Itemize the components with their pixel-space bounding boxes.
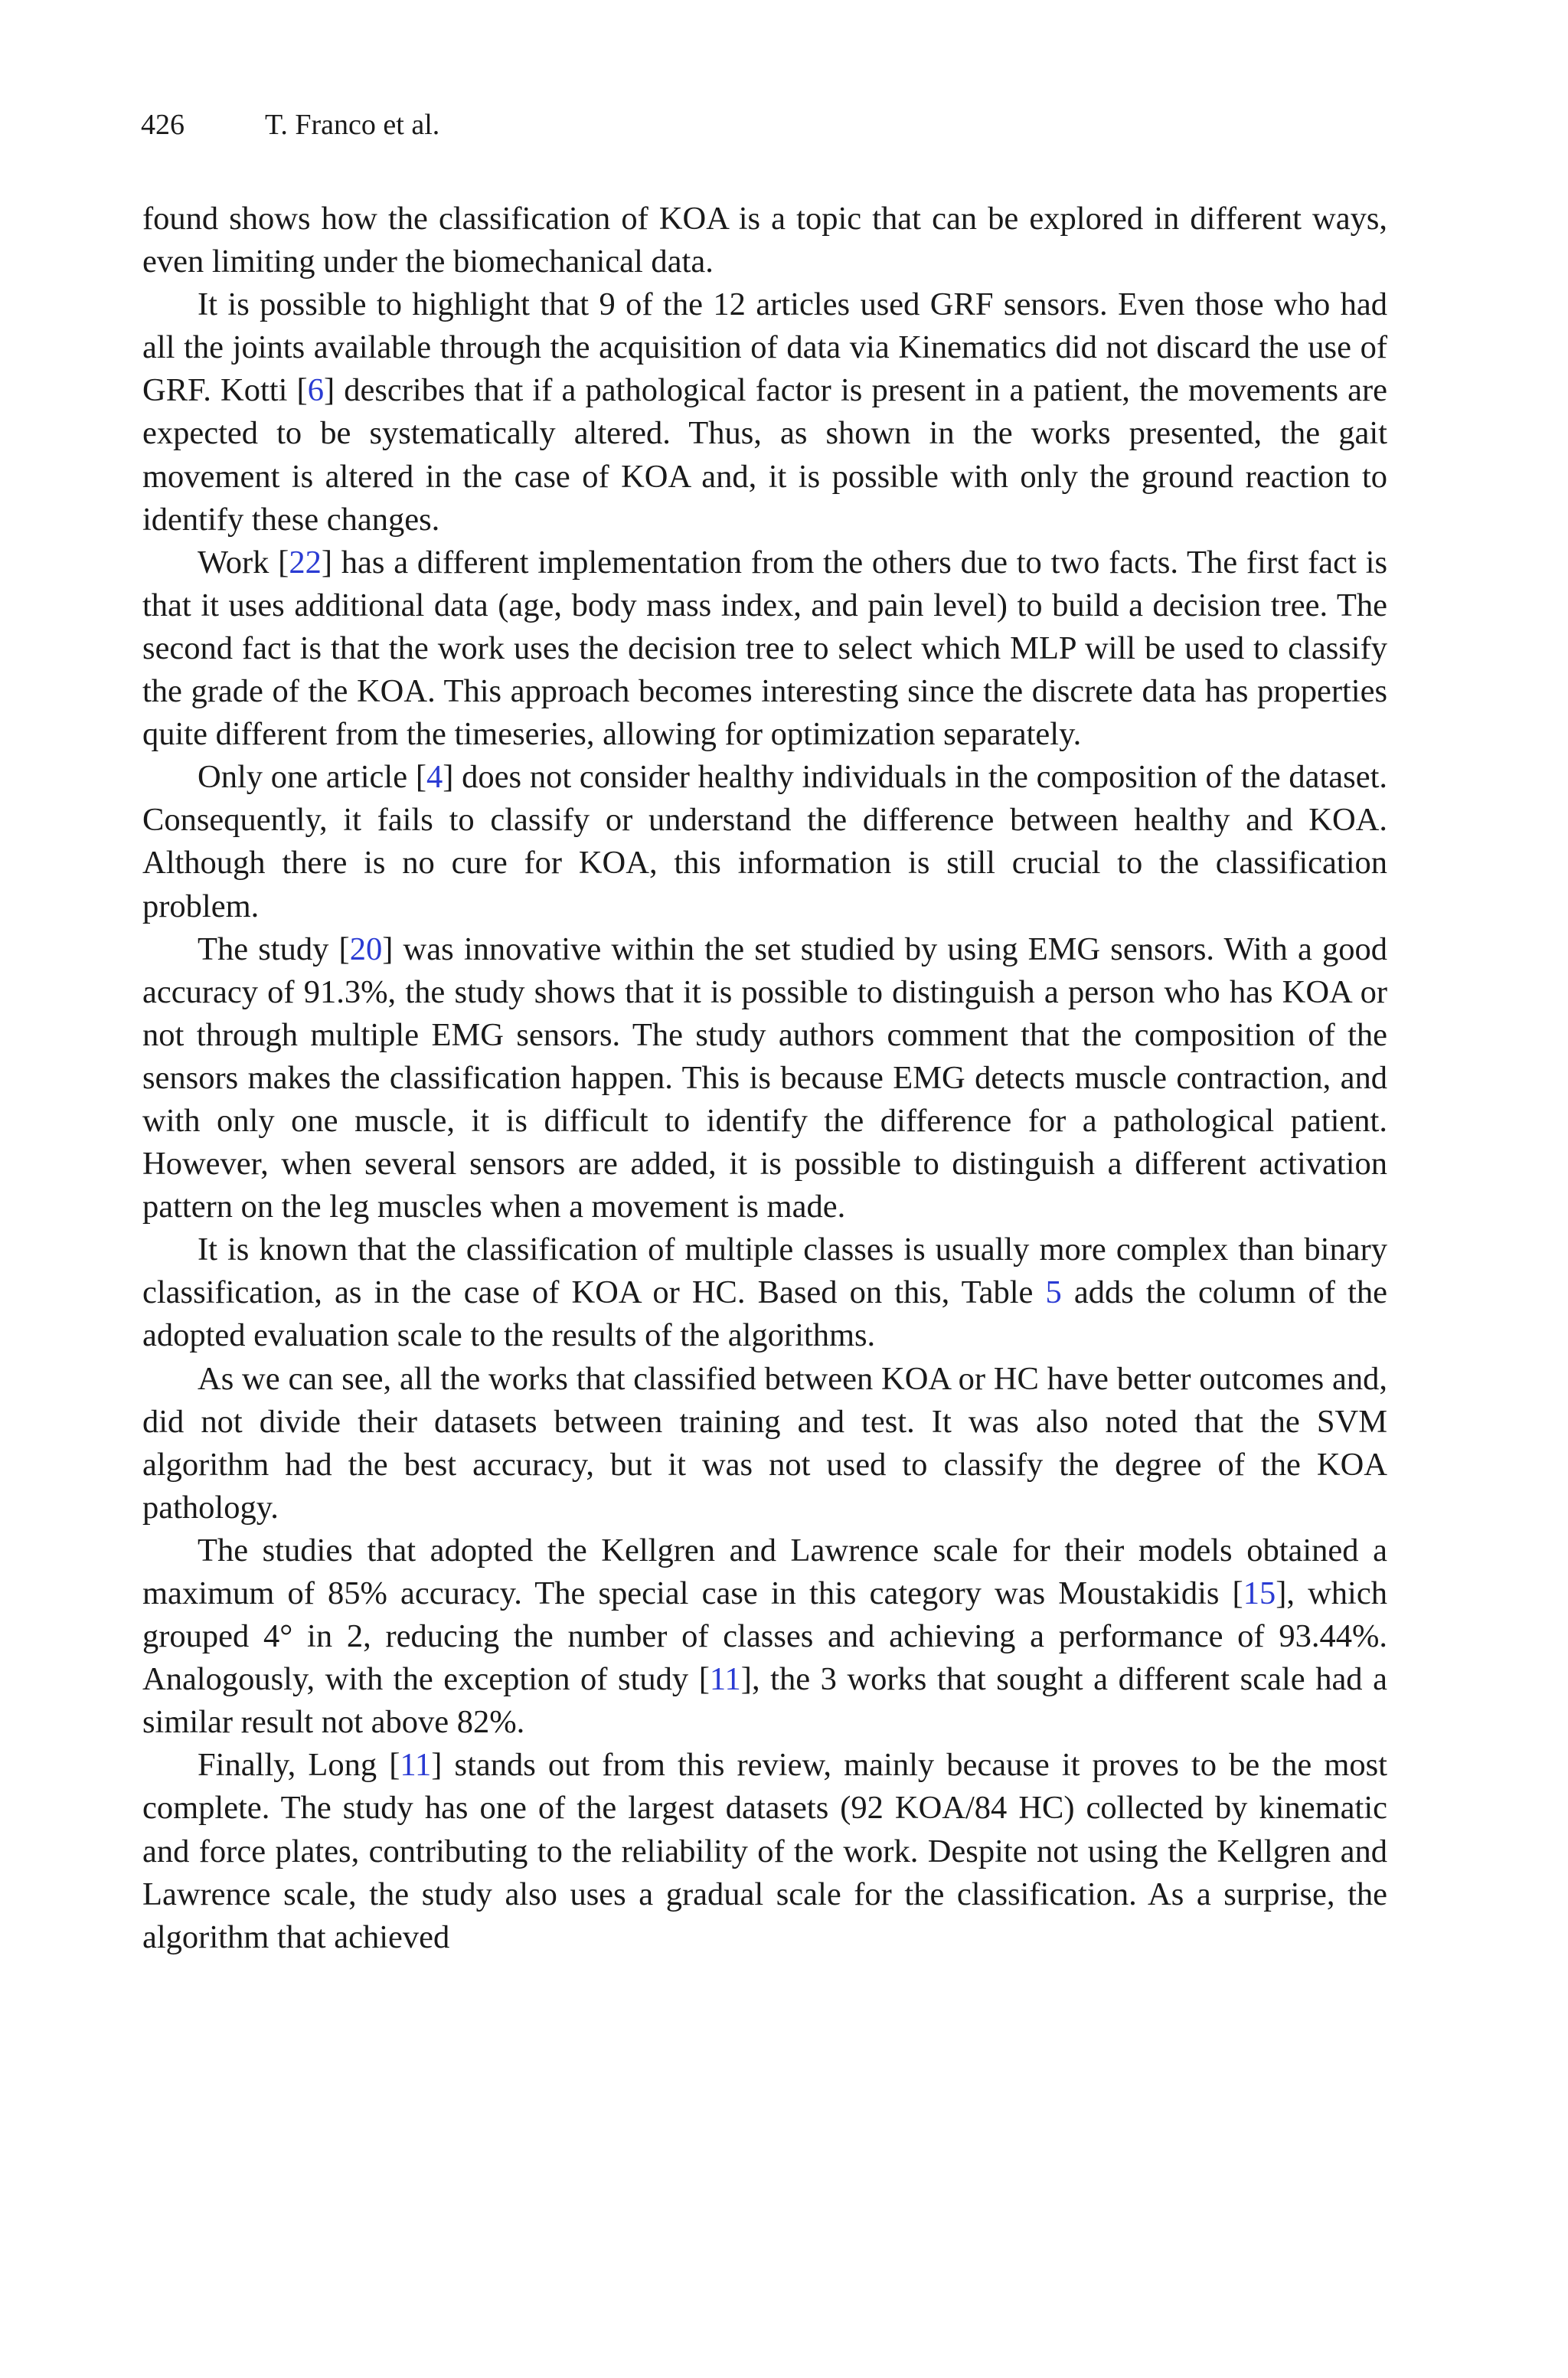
paragraph bbox=[142, 756, 1387, 927]
paragraph-text: As we can see, all the works that classified between KOA or HC have better outcomes and, did not divide their datasets between training and test. It was also noted that the SVM algorithm had the best accuracy, but it was not used to classify the degree of the KOA pathology. bbox=[142, 1360, 1387, 1526]
paragraph-text: The study [ bbox=[198, 931, 350, 967]
table-reference-link[interactable]: 5 bbox=[1045, 1274, 1062, 1311]
paragraph-text: found shows how the classification of KOA is a topic that can be explored in different ways, even limiting under the biomechanical data. bbox=[142, 201, 1387, 280]
running-head bbox=[141, 106, 439, 144]
paragraph-text: The studies that adopted the Kellgren and Lawrence scale for their models obtained a maximum of 85% accuracy. The special case in this category was Moustakidis [ bbox=[142, 1532, 1387, 1611]
body-text bbox=[142, 198, 1387, 1959]
citation-link[interactable]: 20 bbox=[349, 931, 383, 967]
paragraph bbox=[142, 1358, 1387, 1529]
citation-link[interactable]: 11 bbox=[709, 1661, 741, 1698]
paragraph-text: It is known that the classification of multiple classes is usually more complex than binary classification, as in the case of KOA or HC. Based on this, Table bbox=[142, 1232, 1387, 1311]
paragraph bbox=[142, 1744, 1387, 1958]
paragraph bbox=[142, 928, 1387, 1229]
paragraph-text: Finally, Long [ bbox=[198, 1747, 400, 1784]
paragraph-text: ] has a different implementation from the others due to two facts. The first fact is that it uses additional data (age, body mass index, and pain level) to build a decision tree. The second fact is that the work uses the decision tree to select which MLP will be used to classify the grade of the KOA. This approach becomes interesting since the discrete data has properties quite different from the timeseries, allowing for optimization separately. bbox=[142, 544, 1387, 753]
citation-link[interactable]: 22 bbox=[289, 544, 322, 581]
citation-link[interactable]: 11 bbox=[400, 1747, 432, 1784]
paragraph bbox=[142, 283, 1387, 541]
citation-link[interactable]: 4 bbox=[426, 759, 443, 796]
page-number: 426 bbox=[141, 109, 185, 141]
running-title: T. Franco et al. bbox=[265, 109, 440, 141]
paragraph-text: ], which grouped 4° in 2, reducing the number of classes and achieving a performance of 93.44%. Analogously, with the exception of study [ bbox=[142, 1575, 1387, 1698]
paragraph bbox=[142, 198, 1387, 283]
paragraph bbox=[142, 1228, 1387, 1357]
paragraph-text: It is possible to highlight that 9 of the 12 articles used GRF sensors. Even those who had all the joints available through the acquisition of data via Kinematics did not discard the use of GRF. Kotti [ bbox=[142, 286, 1387, 409]
paragraph-text: ] describes that if a pathological factor is present in a patient, the movements are expected to be systematically altered. Thus, as shown in the works presented, the gait movement is altered in the case of KOA and, it is possible with only the ground reaction to identify these changes. bbox=[142, 372, 1388, 538]
paragraph-text: ] does not consider healthy individuals in the composition of the dataset. Consequently, it fails to classify or understand the difference between healthy and KOA. Although there is no cure for KOA, this information is still crucial to the classification problem. bbox=[142, 759, 1387, 924]
paragraph bbox=[142, 541, 1387, 756]
paragraph-text: ], the 3 works that sought a different scale had a similar result not above 82%. bbox=[142, 1661, 1387, 1741]
citation-link[interactable]: 6 bbox=[307, 372, 324, 409]
citation-link[interactable]: 15 bbox=[1243, 1575, 1276, 1611]
paragraph-text: ] was innovative within the set studied by using EMG sensors. With a good accuracy of 91.3%, the study shows that it is possible to distinguish a person who has KOA or not through multiple EMG sensors. The study authors comment that the composition of the sensors makes the classification happen. This is because EMG detects muscle contraction, and with only one muscle, it is difficult to identify the difference for a pathological patient. However, when several sensors are added, it is possible to distinguish a different activation pattern on the leg muscles when a movement is made. bbox=[142, 931, 1387, 1225]
paragraph-text: adds the column of the adopted evaluation scale to the results of the algorithms. bbox=[142, 1274, 1387, 1354]
paragraph-text: Work [ bbox=[198, 544, 289, 581]
paragraph bbox=[142, 1529, 1387, 1744]
paragraph-text: ] stands out from this review, mainly because it proves to be the most complete. The study has one of the largest datasets (92 KOA/84 HC) collected by kinematic and force plates, contributing to the reliability of the work. Despite not using the Kellgren and Lawrence scale, the study also uses a gradual scale for the classification. As a surprise, the algorithm that achieved bbox=[142, 1747, 1387, 1955]
paragraph-text: Only one article [ bbox=[198, 759, 426, 796]
